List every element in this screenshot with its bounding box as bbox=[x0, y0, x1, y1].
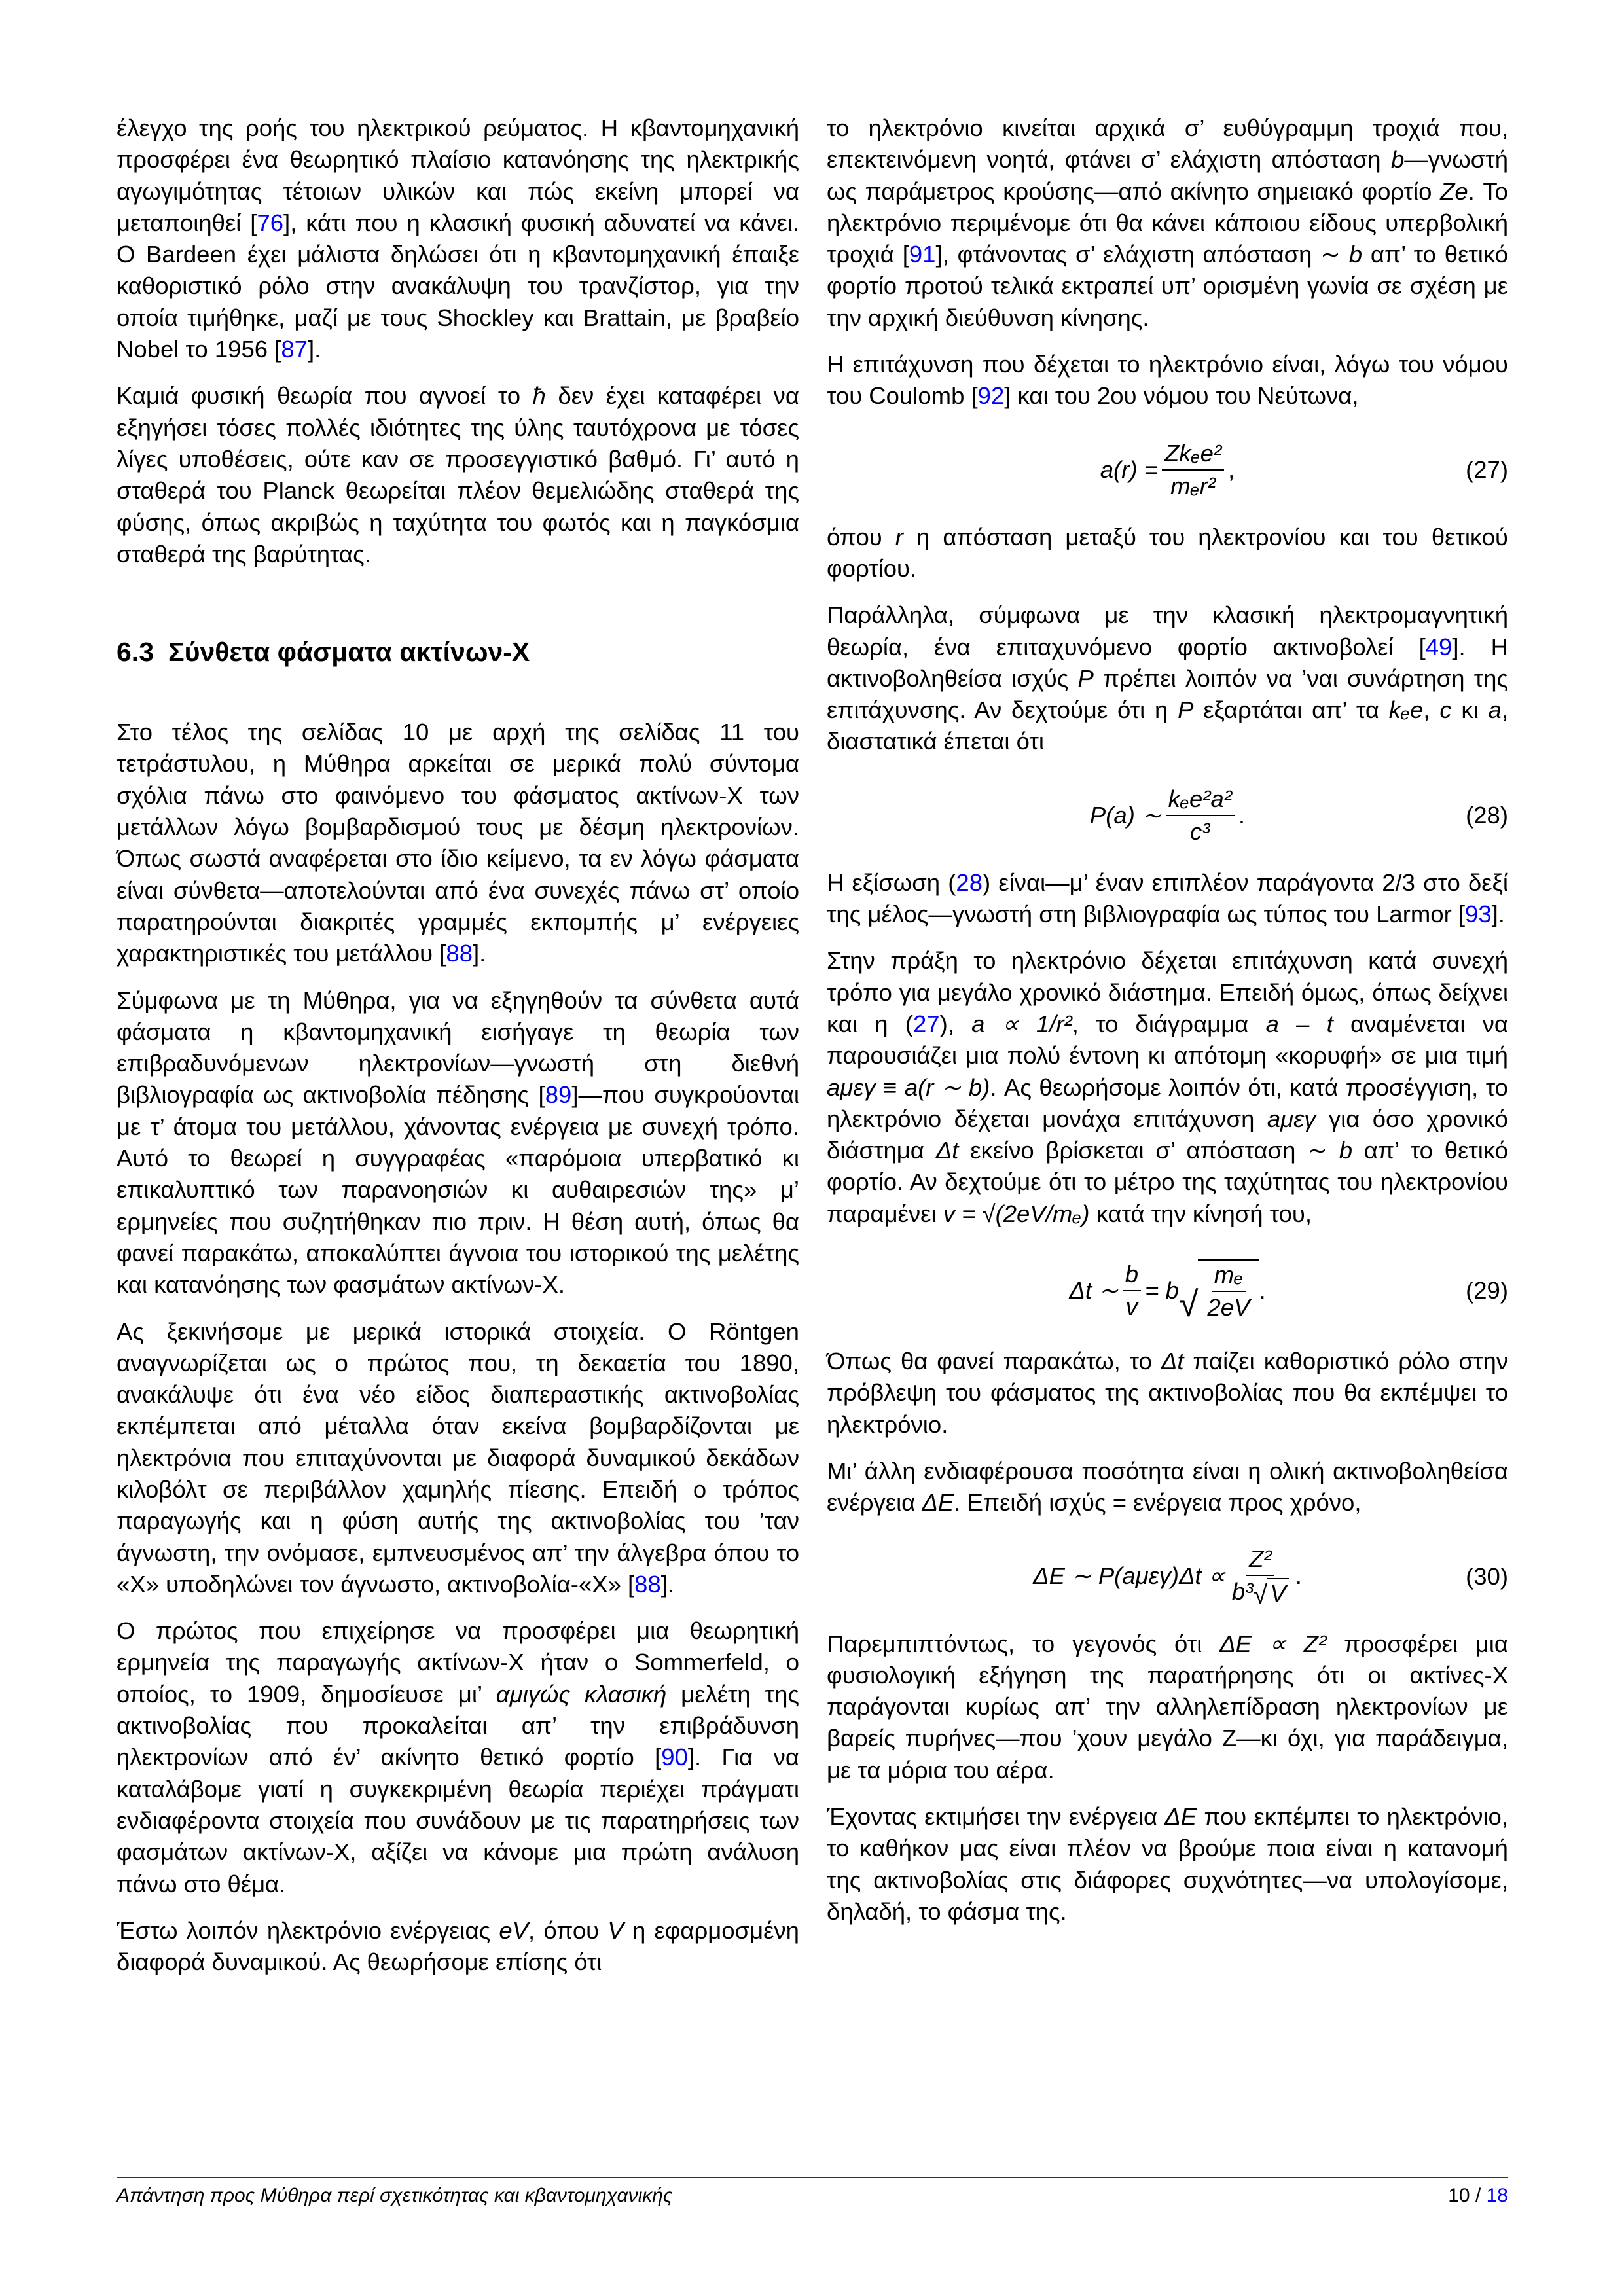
citation-link[interactable]: 76 bbox=[257, 209, 284, 236]
numerator: Z² bbox=[1246, 1545, 1274, 1576]
fraction bbox=[1204, 1261, 1252, 1322]
fraction bbox=[1123, 1260, 1141, 1321]
paragraph: Παρεμπιπτόντως, το γεγονός ότι ΔE ∝ Z² προσφέρει μια φυσιολογική εξήγηση της παρατήρησης ότι οι ακτίνες-Χ παράγονται κυρίως απ’ την αλληλεπίδραση ηλεκτρονίων με βαρείς πυρήνες—που ’χουν μεγάλο Z—κι όχι, για παράδειγμα, με τα μόρια του αέρα. bbox=[827, 1630, 1509, 1784]
math-inline: aμεγ ≡ a(r ∼ b) bbox=[827, 1073, 990, 1101]
left-column bbox=[117, 113, 799, 1993]
equation-27: a(r) = $\frac{\text{Zkₑe²}}{\text{mₑr²}}$ , (27) bbox=[1100, 439, 1508, 499]
paragraph: Η εξίσωση (28) είναι—μ’ έναν επιπλέον παράγοντα 2/3 στο δεξί της μέλος—γνωστή στη βιβλιογραφία ως τύπος του Larmor [93]. bbox=[827, 869, 1509, 928]
math-inline: ΔE bbox=[1164, 1803, 1197, 1830]
section-title: Σύνθετα φάσματα ακτίνων-Χ bbox=[168, 637, 530, 668]
math-inline: b bbox=[1339, 1137, 1353, 1164]
math-hbar: ħ bbox=[532, 382, 546, 410]
math-inline: ΔE bbox=[922, 1489, 954, 1516]
denominator: 2eV bbox=[1207, 1294, 1250, 1321]
square-root bbox=[1178, 1259, 1259, 1325]
denominator: v bbox=[1125, 1293, 1138, 1321]
numerator: b bbox=[1123, 1260, 1141, 1291]
paragraph: Η επιτάχυνση που δέχεται το ηλεκτρόνιο είναι, λόγω του νόμου του Coulomb [92] και του 2ου νόμου του Νεύτωνα, bbox=[827, 351, 1508, 410]
page-number: 10 / 18 bbox=[1448, 2185, 1508, 2206]
math-var: V bbox=[607, 1916, 624, 1944]
math-var: Ze bbox=[1440, 177, 1468, 205]
emphasis: αμιγώς κλασική bbox=[496, 1680, 667, 1708]
math-var: c bbox=[1439, 696, 1452, 724]
paragraph: Όπως θα φανεί παρακάτω, το Δt παίζει καθοριστικό ρόλο στην πρόβλεψη του φάσματος της ακτινοβολίας που θα εκπέμψει το ηλεκτρόνιο. bbox=[827, 1348, 1508, 1438]
radical-sign-icon: √ bbox=[1178, 1285, 1199, 1325]
equation-lhs: Δt ∼ bbox=[1069, 1276, 1119, 1304]
citation-link[interactable]: 88 bbox=[634, 1570, 661, 1598]
equation-ref-link[interactable]: 28 bbox=[956, 869, 983, 896]
equation-number: (28) bbox=[1466, 801, 1508, 829]
math-var: a bbox=[1488, 696, 1502, 724]
citation-link[interactable]: 49 bbox=[1425, 633, 1453, 660]
math-var: b bbox=[1348, 241, 1363, 268]
numerator: kₑe²a² bbox=[1166, 785, 1235, 816]
math-var: P bbox=[1077, 664, 1094, 692]
equation-29: Δt ∼ $\frac{b}{v}$ = b √ $\frac{\text{mₑ}}{2eV}$ . (29) bbox=[1069, 1261, 1508, 1325]
equation-ref-link[interactable]: 27 bbox=[912, 1010, 940, 1037]
math-var: b bbox=[1390, 146, 1405, 173]
math-var: kₑe bbox=[1388, 696, 1424, 724]
math-var: r bbox=[895, 523, 903, 550]
denominator: c³ bbox=[1190, 817, 1210, 845]
numerator: Zkₑe² bbox=[1162, 439, 1224, 471]
equation-number: (29) bbox=[1466, 1276, 1508, 1304]
radical-sign-icon: √ bbox=[1253, 1581, 1268, 1610]
math-inline: Δt bbox=[935, 1137, 959, 1164]
equation-lhs: ΔE ∼ P(aμεγ)Δt ∝ bbox=[1033, 1562, 1225, 1590]
citation-link[interactable]: 87 bbox=[281, 336, 308, 363]
math-inline: ΔE ∝ Z² bbox=[1219, 1630, 1327, 1657]
citation-link[interactable]: 88 bbox=[446, 940, 473, 967]
fraction bbox=[1162, 439, 1224, 501]
math-inline: Δt bbox=[1161, 1348, 1184, 1375]
current-page: 10 bbox=[1448, 2185, 1470, 2206]
paragraph: όπου r η απόσταση μεταξύ του ηλεκτρονίου και του θετικού φορτίου. bbox=[827, 523, 1508, 582]
paragraph: Έχοντας εκτιμήσει την ενέργεια ΔE που εκπέμπει το ηλεκτρόνιο, το καθήκον μας είναι πλέον να βρούμε ποια είναι η κατανομή της ακτινοβολίας στις διάφορες συχνότητες—να υπολογίσομε, δηλαδή, το φάσμα της. bbox=[827, 1803, 1508, 1925]
paragraph: Ο πρώτος που επιχείρησε να προσφέρει μια θεωρητική ερμηνεία της παραγωγής ακτίνων-Χ ήταν ο Sommerfeld, ο οποίος, το 1909, δημοσίευσε μι’ αμιγώς κλασική μελέτη της ακτινοβολίας που προκαλείται απ’ την επιβράδυνση ηλεκτρονίων από έν’ ακίνητο θετικό φορτίο [90]. Για να καταλάβομε γιατί η συγκεκριμένη θεωρία περιέχει πράγματι ενδιαφέροντα στοιχεία που συνάδουν με τις παρατηρήσεις των φασμάτων ακτίνων-Χ, αξίζει να κάνομε μια πρώτη ανάλυση πάνω στο θέμα. bbox=[117, 1617, 799, 1897]
paragraph: Ας ξεκινήσομε με μερικά ιστορικά στοιχεία. Ο Röntgen αναγνωρίζεται ως ο πρώτος που, τη δεκαετία του 1890, ανακάλυψε ότι ένα νέο είδος διαπεραστικής ακτινοβολίας εκπέμπεται από μέταλλα όταν εκείνα βομβαρδίζονται με ηλεκτρόνια που επιταχύνονται με διαφορά δυναμικού δεκάδων κιλοβόλτ σε περιβάλλον χαμηλής πίεσης. Επειδή ο τρόπος παραγωγής και η φύση αυτής της ακτινοβολίας του ’ταν άγνωστη, την ονόμασε, εμπνευσμένος απ’ την άλγεβρα όπου το «Χ» υποδηλώνει τον άγνωστο, ακτινοβολία-«Χ» [88]. bbox=[117, 1318, 799, 1598]
math-var: eV bbox=[499, 1916, 529, 1944]
math-inline: a ∝ 1/r² bbox=[971, 1010, 1072, 1037]
total-pages-link[interactable]: 18 bbox=[1486, 2185, 1508, 2206]
paragraph: Καμιά φυσική θεωρία που αγνοεί το ħ δεν έχει καταφέρει να εξηγήσει τόσες πολλές ιδιότητες της ύλης ταυτόχρονα με τόσες λίγες υποθέσεις, ούτε καν σε προσεγγιστικό βαθμό. Γι’ αυτό η σταθερά του Planck θεωρείται πλέον θεμελιώδης σταθερά της φύσης, όπως ακριβώς η ταχύτητα του φωτός και η παγκόσμια σταθερά της βαρύτητας. bbox=[117, 382, 800, 567]
footer-divider bbox=[117, 2177, 1508, 2178]
citation-link[interactable]: 93 bbox=[1465, 901, 1492, 928]
citation-link[interactable]: 92 bbox=[977, 382, 1005, 410]
paragraph: Στην πράξη το ηλεκτρόνιο δέχεται επιτάχυνση κατά συνεχή τρόπο για μεγάλο χρονικό διάστημα. Επειδή όμως, όπως δείχνει και η (27), a ∝ 1/r², το διάγραμμα a – t αναμένεται να παρουσιάζει μια πολύ έντονη κι απότομη «κορυφή» σε μια τιμή aμεγ ≡ a(r ∼ b). Ας θεωρήσομε λοιπόν ότι, κατά προσέγγιση, το ηλεκτρόνιο δέχεται μονάχα επιτάχυνση aμεγ για όσο χρονικό διάστημα Δt εκείνο βρίσκεται σ’ απόσταση ∼ b απ’ το θετικό φορτίο. Αν δεχτούμε ότι το μέτρο της ταχύτητας του ηλεκτρονίου παραμένει v = √(2eV/mₑ) κατά την κίνησή του, bbox=[827, 947, 1509, 1227]
citation-link[interactable]: 90 bbox=[661, 1744, 688, 1771]
math-inline: a – t bbox=[1265, 1010, 1333, 1037]
paragraph: Σύμφωνα με τη Μύθηρα, για να εξηγηθούν τα σύνθετα αυτά φάσματα η κβαντομηχανική εισήγαγε τη θεωρία των επιβραδυνόμενων ηλεκτρονίων—γνωστή στη διεθνή βιβλιογραφία ως ακτινοβολία πέδησης [89]—που συγκρούονται με τ’ άτομα του μετάλλου, χάνοντας ενέργεια με συνεχή τρόπο. Αυτό το θεωρεί η συγγραφέας «παρόμοια υπερβατικό κι επικαλυπτικό των παρανοησιών κι αυθαιρεσιών της» μ’ ερμηνείες που συζητήθηκαν πιο πριν. Η θέση αυτή, όπως θα φανεί παρακάτω, αποκαλύπτει άγνοια του ιστορικού της μελέτης και κατανόησης των φασμάτων ακτίνων-Χ. bbox=[117, 986, 799, 1299]
equation-28: P(a) ∼ $\frac{\text{kₑe²a²}}{\text{c³}}$ . (28) bbox=[1089, 785, 1508, 845]
paragraph: Έστω λοιπόν ηλεκτρόνιο ενέργειας eV, όπου V η εφαρμοσμένη διαφορά δυναμικού. Ας θεωρήσομε επίσης ότι bbox=[117, 1916, 799, 1976]
paragraph: έλεγχο της ροής του ηλεκτρικού ρεύματος. Η κβαντομηχανική προσφέρει ένα θεωρητικό πλαίσιο κατανόησης της ηλεκτρικής αγωγιμότητας τέτοιων υλικών και πώς εκείνη μπορεί να μεταποιηθεί [76], κάτι που η κλασική φυσική αδυνατεί να κάνει. Ο Bardeen έχει μάλιστα δηλώσει ότι η κβαντομηχανική έπαιξε καθοριστικό ρόλο στην ανακάλυψη του τρανζίστορ, για την οποία τιμήθηκε, μαζί με τους Shockley και Brattain, με βραβείο Nobel το 1956 [87]. bbox=[117, 115, 799, 363]
paragraph: Στο τέλος της σελίδας 10 με αρχή της σελίδας 11 του τετράστυλου, η Μύθηρα αρκείται σε μερικά πολύ σύντομα σχόλια πάνω στο φαινόμενο του φάσματος ακτίνων-Χ των μετάλλων λόγω βομβαρδισμού τους με δέσμη ηλεκτρονίων. Όπως σωστά αναφέρεται στο ίδιο κείμενο, τα εν λόγω φάσματα είναι σύνθετα—αποτελούνται από ένα συνεχές πάνω στ’ οποίο παρατηρούνται διακριτές γραμμές εκπομπής μ’ ενέργειες χαρακτηριστικές του μετάλλου [88]. bbox=[117, 719, 799, 967]
numerator: mₑ bbox=[1212, 1261, 1246, 1292]
square-root: √ V bbox=[1253, 1578, 1288, 1608]
denominator: mₑr² bbox=[1170, 472, 1216, 499]
equation-30: ΔE ∼ P(aμεγ)Δt ∝ Z² b³ √ V . (30) bbox=[1033, 1545, 1508, 1610]
paragraph: Μι’ άλλη ενδιαφέρουσα ποσότητα είναι η ολική ακτινοβοληθείσα ενέργεια ΔE. Επειδή ισχύς = ενέργεια προς χρόνο, bbox=[827, 1457, 1508, 1516]
right-column bbox=[827, 113, 1508, 1943]
paragraph: Παράλληλα, σύμφωνα με την κλασική ηλεκτρομαγνητική θεωρία, ένα επιταχυνόμενο φορτίο ακτινοβολεί [49]. Η ακτινοβοληθείσα ισχύς P πρέπει λοιπόν να ’ναι συνάρτηση της επιτάχυνσης. Αν δεχτούμε ότι η P εξαρτάται απ’ τα kₑe, c κι a, διαστατικά έπεται ότι bbox=[827, 601, 1509, 755]
equation-lhs: a(r) = bbox=[1100, 456, 1158, 483]
citation-link[interactable]: 89 bbox=[545, 1081, 572, 1109]
citation-link[interactable]: 91 bbox=[909, 241, 936, 268]
section-heading bbox=[117, 636, 799, 668]
equation-lhs: P(a) ∼ bbox=[1089, 801, 1162, 829]
math-var: P bbox=[1178, 696, 1194, 724]
paragraph: το ηλεκτρόνιο κινείται αρχικά σ’ ευθύγραμμη τροχιά που, επεκτεινόμενη νοητά, φτάνει σ’ ελάχιστη απόσταση b—γνωστή ως παράμετρος κρούσης—από ακίνητο σημειακό φορτίο Ze. Το ηλεκτρόνιο περιμένομε ότι θα κάνει κάποιου είδους υπερβολική τροχιά [91], φτάνοντας σ’ ελάχιστη απόσταση ∼ b απ’ το θετικό φορτίο προτού τελικά εκτραπεί υπ’ ορισμένη γωνία σε σχέση με την αρχική διεύθυνση κίνησης. bbox=[827, 115, 1508, 331]
math-inline: v = √(2eV/mₑ) bbox=[943, 1200, 1090, 1227]
equation-number: (30) bbox=[1466, 1562, 1508, 1590]
fraction bbox=[1166, 785, 1235, 846]
fraction bbox=[1229, 1545, 1291, 1608]
math-inline: aμεγ bbox=[1267, 1105, 1316, 1132]
equation-number: (27) bbox=[1466, 456, 1508, 483]
denominator: b³ √ V bbox=[1229, 1576, 1291, 1608]
running-title: Απάντηση προς Μύθηρα περί σχετικότητας και κβαντομηχανικής bbox=[117, 2185, 673, 2206]
section-number: 6.3 bbox=[117, 637, 154, 668]
